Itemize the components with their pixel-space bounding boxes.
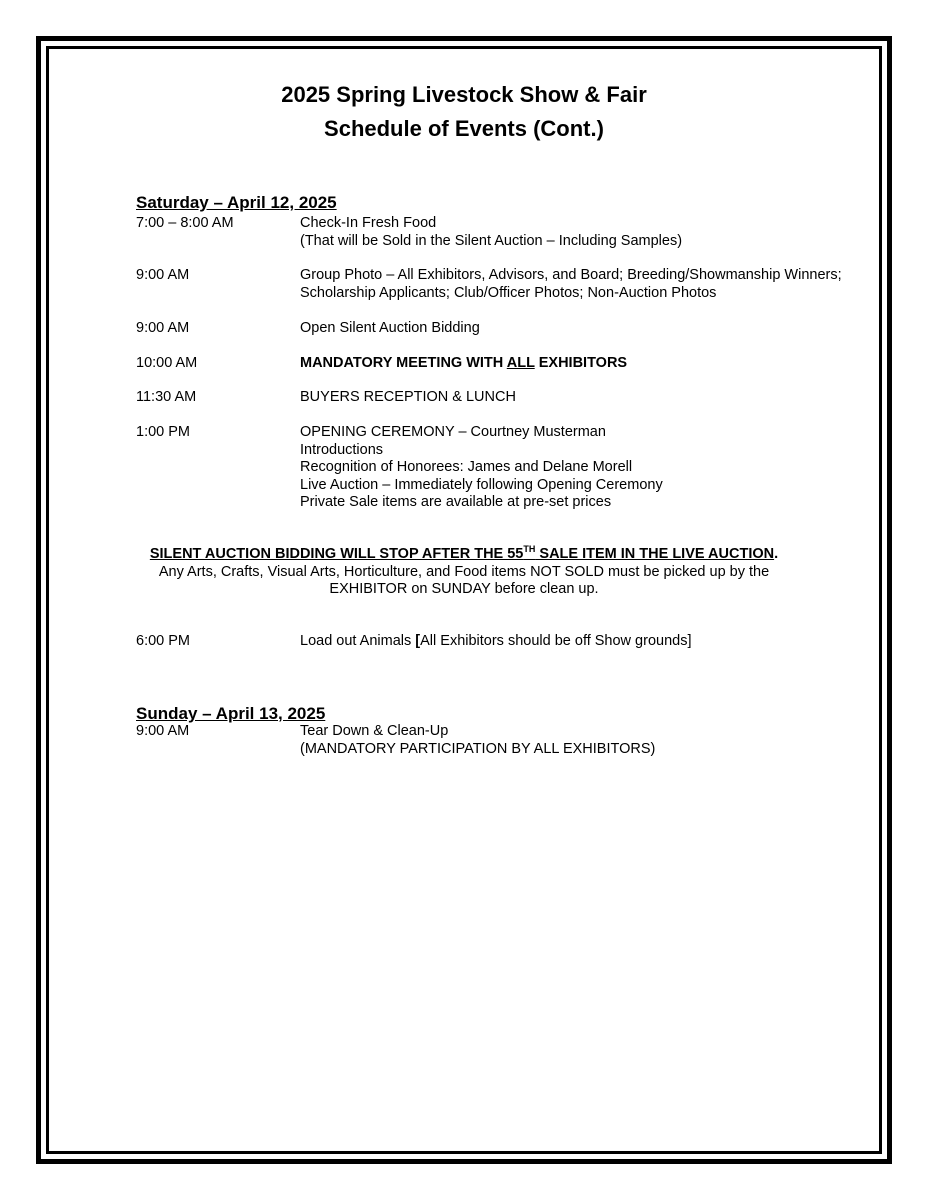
event-line: Tear Down & Clean-Up xyxy=(300,723,449,739)
event-line: Open Silent Auction Bidding xyxy=(300,320,480,336)
event-description xyxy=(300,633,692,651)
load-out-bracket: [ xyxy=(415,633,421,649)
notice-heading-period: . xyxy=(774,546,779,562)
document-subtitle: Schedule of Events (Cont.) xyxy=(324,116,604,141)
meeting-text-emphasis: ALL xyxy=(506,355,535,371)
event-description xyxy=(300,424,663,512)
event-description xyxy=(300,320,480,338)
event-line: Recognition of Honorees: James and Delane Morell xyxy=(300,459,633,475)
event-time: 7:00 – 8:00 AM xyxy=(136,215,234,231)
mandatory-meeting-text xyxy=(300,355,627,373)
notice-heading-text xyxy=(150,546,774,562)
event-time: 9:00 AM xyxy=(136,320,190,336)
saturday-heading: Saturday – April 12, 2025 xyxy=(136,193,337,212)
notice-heading-part: SILENT AUCTION BIDDING WILL STOP AFTER THE 55 xyxy=(149,546,524,562)
event-time: 9:00 AM xyxy=(136,267,190,283)
event-description xyxy=(300,723,655,758)
meeting-text-part: MANDATORY MEETING WITH xyxy=(300,355,507,371)
event-line: Live Auction – Immediately following Opening Ceremony xyxy=(300,476,663,493)
sunday-heading: Sunday – April 13, 2025 xyxy=(136,704,326,723)
event-time: 6:00 PM xyxy=(136,633,190,649)
event-time: 10:00 AM xyxy=(136,355,198,371)
event-line: BUYERS RECEPTION & LUNCH xyxy=(300,389,516,405)
event-line: Group Photo – All Exhibitors, Advisors, and Board; Breeding/Showmanship Winners; xyxy=(300,267,842,283)
load-out-text: Load out Animals xyxy=(300,633,416,649)
notice-body-line: Any Arts, Crafts, Visual Arts, Horticulture, and Food items NOT SOLD must be picked up by the xyxy=(158,564,770,580)
event-description xyxy=(300,267,842,302)
document-title: 2025 Spring Livestock Show & Fair xyxy=(281,82,647,107)
silent-auction-notice-heading xyxy=(0,546,928,564)
event-line: Check-In Fresh Food xyxy=(300,215,437,231)
event-time: 11:30 AM xyxy=(136,389,197,405)
notice-body-line: EXHIBITOR on SUNDAY before clean up. xyxy=(329,581,599,597)
event-line: (MANDATORY PARTICIPATION BY ALL EXHIBITORS) xyxy=(300,740,656,757)
event-line: (That will be Sold in the Silent Auction – Including Samples) xyxy=(300,232,683,249)
event-description xyxy=(300,215,682,250)
notice-heading-part: SALE ITEM IN THE LIVE AUCTION xyxy=(535,546,775,562)
event-time: 9:00 AM xyxy=(136,723,190,739)
load-out-note: All Exhibitors should be off Show grounds] xyxy=(420,633,692,649)
meeting-text-part: EXHIBITORS xyxy=(534,355,628,371)
event-line: Scholarship Applicants; Club/Officer Photos; Non-Auction Photos xyxy=(300,284,717,301)
event-description xyxy=(300,389,516,407)
event-line: Introductions xyxy=(300,441,384,458)
event-time: 1:00 PM xyxy=(136,424,190,440)
notice-superscript: TH xyxy=(523,544,536,554)
event-line: Private Sale items are available at pre-set prices xyxy=(300,494,612,510)
event-line: OPENING CEREMONY – Courtney Musterman xyxy=(300,424,606,440)
